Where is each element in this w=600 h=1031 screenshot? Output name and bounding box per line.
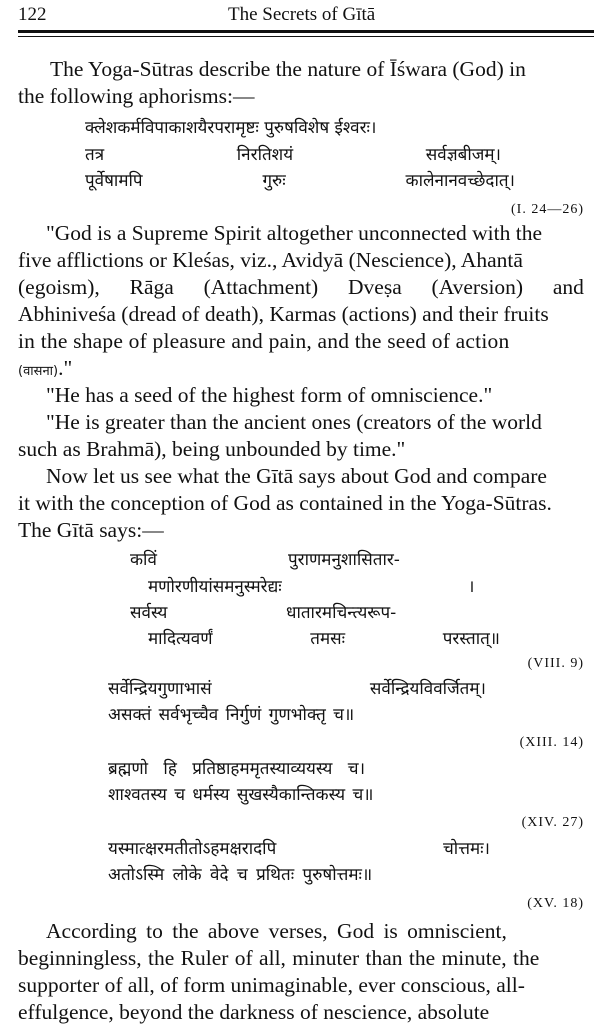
verse2-word: सर्वेन्द्रियविवर्जितम्। <box>369 679 486 699</box>
verse4-line1 <box>108 836 490 862</box>
para1-line2: the following aphorisms:— <box>18 84 255 108</box>
quote2-line1: "He is greater than the ancient ones (creators of the world <box>46 410 542 434</box>
para4-line1: According to the above verses, God is omniscient, <box>46 919 507 943</box>
para4-line3: supporter of all, of form unimaginable, ever conscious, all- <box>18 973 525 997</box>
verse1-word: सर्वस्य <box>130 603 168 623</box>
verse4-word: यस्मात्क्षरमतीतोऽहमक्षरादपि <box>108 839 277 859</box>
verse4-word: चोत्तमः। <box>443 839 490 859</box>
para2-word: (Aversion) <box>431 275 524 299</box>
sutra-line2 <box>85 142 501 168</box>
verse1-word: तमसः <box>310 629 346 649</box>
verse4-reference: (XV. 18) <box>527 896 584 911</box>
para3-line2: it with the conception of God as contained in the Yoga-Sūtras. <box>18 491 552 515</box>
para1-line1: The Yoga-Sūtras describe the nature of Īśwara (God) in <box>50 57 526 81</box>
verse1-line4 <box>148 626 500 652</box>
para2-word: Dveṣa <box>348 275 402 299</box>
sutra-word: कालेनानवच्छेदात्। <box>405 171 515 191</box>
verse1-word: पुराणमनुशासितार- <box>288 550 400 570</box>
sutra-word: तत्र <box>85 145 105 165</box>
sutra-line3 <box>85 168 515 194</box>
verse1-reference: (VIII. 9) <box>527 656 584 671</box>
verse3-reference: (XIV. 27) <box>521 815 584 830</box>
sutra-word: पूर्वेषामपि <box>85 171 143 191</box>
para2-word: (Attachment) <box>203 275 319 299</box>
verse1-word: परस्तात्॥ <box>442 629 500 649</box>
verse2-line2: असक्तं सर्वभृच्चैव निर्गुणं गुणभोक्तृ च॥ <box>108 705 355 725</box>
verse1-word: कविं <box>130 550 157 570</box>
verse1-word: धातारमचिन्त्यरूप- <box>286 603 397 623</box>
para2-line1: "God is a Supreme Spirit altogether unconnected with the <box>46 221 542 245</box>
page-number: 122 <box>18 4 47 25</box>
para2-line6 <box>18 355 584 385</box>
running-title: The Secrets of Gītā <box>228 4 376 25</box>
sutra-word: सर्वज्ञबीजम्। <box>425 145 501 165</box>
sanskrit-gloss: (वासना) <box>18 364 59 379</box>
para2-word: and <box>552 275 584 299</box>
para3-line1: Now let us see what the Gītā says about God and compare <box>46 464 547 488</box>
sutra-word: गुरुः <box>262 171 286 191</box>
verse2-reference: (XIII. 14) <box>519 735 584 750</box>
verse1-word: मादित्यवर्णं <box>148 629 213 649</box>
verse1-danda: । <box>468 577 475 597</box>
quote1: "He has a seed of the highest form of omniscience." <box>46 383 493 407</box>
verse1-word: मणोरणीयांसमनुस्मरेद्यः <box>148 577 282 597</box>
para3-line3: The Gītā says:— <box>18 518 164 542</box>
verse4-line2: अतोऽस्मि लोके वेदे च प्रथितः पुरुषोत्तमः॥ <box>108 865 373 885</box>
para2-line5: in the shape of pleasure and pain, and the seed of action <box>18 329 510 353</box>
page-header <box>18 2 582 28</box>
verse2-line1 <box>108 676 486 702</box>
para4-line2: beginningless, the Ruler of all, minuter than the minute, the <box>18 946 540 970</box>
header-rule-thin <box>18 36 594 37</box>
para2-line3 <box>18 274 584 301</box>
para2-line4: Abhiniveśa (dread of death), Karmas (actions) and their fruits <box>18 302 549 326</box>
para4-line4: effulgence, beyond the darkness of nescience, absolute <box>18 1000 490 1024</box>
para2-line6-tail: ." <box>58 356 73 380</box>
sutra-word: निरतिशयं <box>236 145 294 165</box>
verse3-line1: ब्रह्मणो हि प्रतिष्ठाहममृतस्याव्ययस्य च। <box>108 759 366 779</box>
sutra-line1: क्लेशकर्मविपाकाशयैरपरामृष्टः पुरुषविशेष ईश्वरः। <box>85 118 377 138</box>
quote2-line2: such as Brahmā), being unbounded by time." <box>18 437 406 461</box>
verse2-word: सर्वेन्द्रियगुणाभासं <box>108 679 212 699</box>
verse3-line2: शाश्वतस्य च धर्मस्य सुखस्यैकान्तिकस्य च॥ <box>108 785 374 805</box>
sutra-reference: (I. 24—26) <box>511 202 584 217</box>
para2-line2: five afflictions or Kleśas, viz., Avidyā (Nescience), Ahantā <box>18 248 523 272</box>
header-rule-thick <box>18 30 594 33</box>
para2-word: (egoism), <box>18 275 100 299</box>
para2-word: Rāga <box>129 275 174 299</box>
